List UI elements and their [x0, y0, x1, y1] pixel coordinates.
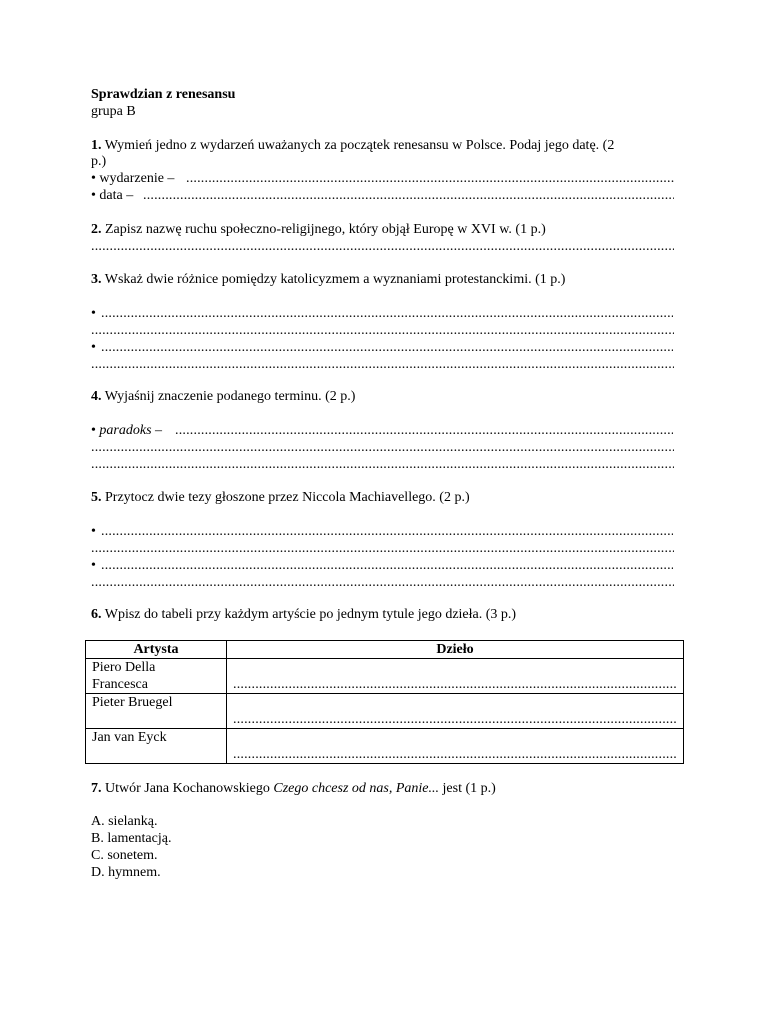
- question-4-number: 4.: [91, 389, 102, 404]
- bullet-q3-2: •: [91, 340, 96, 355]
- worksheet-title: Sprawdzian z renesansu: [91, 87, 236, 102]
- question-5: [91, 489, 470, 506]
- question-1-number: 1.: [91, 138, 102, 153]
- term-dash: –: [155, 423, 163, 438]
- question-1-text-cont: p.): [91, 154, 107, 169]
- artist-name: Jan van Eyck: [92, 730, 167, 745]
- question-7-number: 7.: [91, 781, 102, 796]
- answer-line-q5-2b[interactable]: [91, 574, 674, 591]
- question-4-term-row: [91, 422, 162, 439]
- bullet-q5-2: •: [91, 558, 96, 573]
- work-cell[interactable]: [227, 659, 684, 694]
- question-5-number: 5.: [91, 490, 102, 505]
- question-1-item-date: • data –: [91, 188, 134, 203]
- option-a[interactable]: A. sielanką.: [91, 814, 158, 829]
- option-b[interactable]: B. lamentacją.: [91, 831, 172, 846]
- artist-cell: [86, 659, 227, 694]
- question-7-text-after: jest (1 p.): [442, 781, 496, 796]
- term-paradoks: paradoks: [99, 423, 152, 438]
- answer-line-q5-1a[interactable]: [101, 523, 673, 540]
- question-1: [91, 137, 614, 154]
- question-3-text: Wskaż dwie różnice pomiędzy katolicyzmem a wyznaniami protestanckimi. (1 p.): [104, 272, 566, 287]
- table-row: [86, 659, 684, 694]
- answer-line-q3-2a[interactable]: [101, 339, 673, 356]
- answer-line-work[interactable]: [233, 711, 677, 728]
- question-7: [91, 780, 496, 797]
- bullet-q4: •: [91, 423, 96, 438]
- artists-works-table: [85, 640, 684, 764]
- answer-line-q4-c[interactable]: [91, 456, 674, 473]
- answer-line-date[interactable]: [143, 187, 674, 204]
- question-6-text: Wpisz do tabeli przy każdym artyście po jednym tytule jego dzieła. (3 p.): [104, 607, 517, 622]
- artist-name: Piero Della: [92, 660, 156, 675]
- option-d[interactable]: D. hymnem.: [91, 865, 161, 880]
- table-row: [86, 694, 684, 729]
- question-3: [91, 271, 565, 288]
- answer-line-q5-2a[interactable]: [101, 557, 673, 574]
- work-cell[interactable]: [227, 729, 684, 764]
- answer-line-work[interactable]: [233, 746, 677, 763]
- answer-line-work[interactable]: [233, 676, 677, 693]
- header-work: Dzieło: [227, 641, 684, 659]
- question-5-text: Przytocz dwie tezy głoszone przez Niccola Machiavellego. (2 p.): [105, 490, 470, 505]
- question-2-text: Zapisz nazwę ruchu społeczno-religijnego, który objął Europę w XVI w. (1 p.): [105, 222, 546, 237]
- artist-name: Pieter Bruegel: [92, 695, 173, 710]
- answer-line-q3-1b[interactable]: [91, 322, 674, 339]
- question-6: [91, 606, 516, 623]
- bullet-q3-1: •: [91, 306, 96, 321]
- answer-line-event[interactable]: [186, 170, 674, 187]
- answer-line-q5-1b[interactable]: [91, 540, 674, 557]
- question-6-number: 6.: [91, 607, 102, 622]
- header-artist: Artysta: [86, 641, 227, 659]
- artist-cell: [86, 694, 227, 729]
- question-7-text-before: Utwór Jana Kochanowskiego: [105, 781, 270, 796]
- bullet-q5-1: •: [91, 524, 96, 539]
- table-row: [86, 729, 684, 764]
- answer-line-q2[interactable]: [91, 238, 674, 255]
- artist-cell: [86, 729, 227, 764]
- question-7-work-title: Czego chcesz od nas, Panie...: [273, 781, 440, 796]
- question-4-text: Wyjaśnij znaczenie podanego terminu. (2 p.): [104, 389, 356, 404]
- question-1-text: Wymień jedno z wydarzeń uważanych za początek renesansu w Polsce. Podaj jego datę. (2: [104, 138, 615, 153]
- question-1-item-event: • wydarzenie –: [91, 171, 175, 186]
- answer-line-q4-a[interactable]: [175, 422, 673, 439]
- answer-line-q3-2b[interactable]: [91, 356, 674, 373]
- question-3-number: 3.: [91, 272, 102, 287]
- answer-line-q4-b[interactable]: [91, 439, 674, 456]
- option-c[interactable]: C. sonetem.: [91, 848, 158, 863]
- answer-line-q3-1a[interactable]: [101, 305, 673, 322]
- table-header-row: [86, 641, 684, 659]
- group-label: grupa B: [91, 104, 136, 119]
- artist-name-cont: Francesca: [92, 677, 148, 692]
- question-2: [91, 221, 546, 238]
- question-2-number: 2.: [91, 222, 102, 237]
- work-cell[interactable]: [227, 694, 684, 729]
- question-4: [91, 388, 355, 405]
